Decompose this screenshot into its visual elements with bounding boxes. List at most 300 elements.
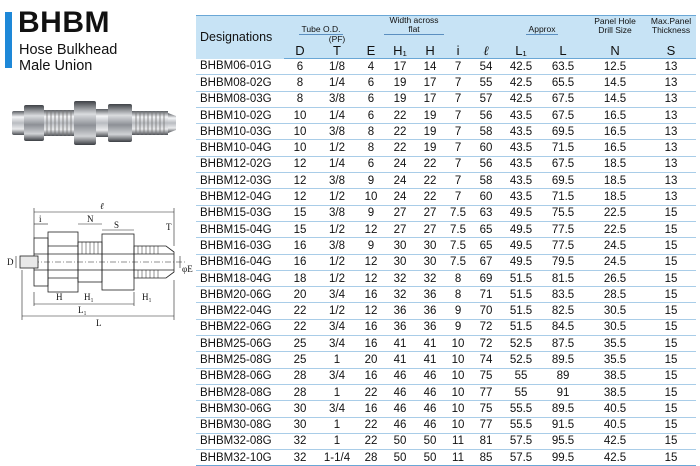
cell-value: 15 [646, 352, 696, 368]
cell-value: 22 [384, 107, 416, 123]
spec-table-body [196, 59, 696, 466]
table-row [196, 254, 696, 270]
table-row [196, 75, 696, 91]
cell-value: 7.5 [444, 254, 472, 270]
cell-value: 95.5 [542, 433, 584, 449]
cell-value: 15 [646, 336, 696, 352]
cell-designation: BHBM10-02G [196, 107, 284, 123]
cell-value: 49.5 [500, 238, 542, 254]
cell-value: 6 [358, 91, 384, 107]
col-S: S [646, 35, 696, 59]
cell-value: 3/4 [316, 287, 358, 303]
cell-value: 6 [358, 156, 384, 172]
cell-value: 22 [358, 384, 384, 400]
cell-value: 82.5 [542, 303, 584, 319]
cell-value: 6 [358, 107, 384, 123]
cell-value: 43.5 [500, 189, 542, 205]
cell-value: 25 [284, 352, 316, 368]
cell-value: 7 [444, 173, 472, 189]
cell-value: 19 [416, 140, 444, 156]
product-name-line1: Hose Bulkhead [19, 42, 118, 58]
table-row [196, 238, 696, 254]
cell-value: 20 [358, 352, 384, 368]
cell-value: 89.5 [542, 401, 584, 417]
cell-value: 15 [284, 205, 316, 221]
cell-designation: BHBM08-03G [196, 91, 284, 107]
cell-value: 54 [472, 59, 500, 75]
cell-value: 7 [444, 107, 472, 123]
cell-value: 15 [646, 368, 696, 384]
cell-value: 12 [284, 173, 316, 189]
cell-value: 15 [646, 270, 696, 286]
table-row [196, 107, 696, 123]
cell-value: 57 [472, 91, 500, 107]
cell-value: 55 [500, 384, 542, 400]
cell-value: 72 [472, 336, 500, 352]
fitting-photo [10, 92, 180, 154]
cell-value: 46 [384, 384, 416, 400]
cell-value: 16.5 [584, 124, 646, 140]
label-H: H [56, 292, 63, 302]
cell-value: 16 [358, 368, 384, 384]
col-designations: Designations [196, 16, 284, 59]
cell-value: 35.5 [584, 352, 646, 368]
cell-designation: BHBM12-02G [196, 156, 284, 172]
cell-value: 30 [284, 401, 316, 417]
cell-value: 43.5 [500, 107, 542, 123]
cell-value: 56 [472, 107, 500, 123]
cell-value: 10 [444, 384, 472, 400]
cell-value: 43.5 [500, 156, 542, 172]
cell-value: 52.5 [500, 352, 542, 368]
cell-value: 41 [416, 352, 444, 368]
table-row [196, 336, 696, 352]
cell-value: 50 [416, 450, 444, 466]
table-row [196, 352, 696, 368]
cell-value: 8 [444, 287, 472, 303]
cell-value: 30 [284, 417, 316, 433]
cell-value: 77 [472, 417, 500, 433]
cell-value: 77.5 [542, 238, 584, 254]
cell-value: 70 [472, 303, 500, 319]
cell-value: 22 [284, 319, 316, 335]
cell-value: 15 [646, 417, 696, 433]
cell-value: 67.5 [542, 91, 584, 107]
cell-value: 26.5 [584, 270, 646, 286]
cell-value: 40.5 [584, 401, 646, 417]
cell-value: 14.5 [584, 91, 646, 107]
table-row [196, 189, 696, 205]
cell-value: 65 [472, 238, 500, 254]
label-S: S [114, 220, 120, 230]
cell-value: 77 [472, 384, 500, 400]
cell-designation: BHBM15-03G [196, 205, 284, 221]
cell-designation: BHBM30-06G [196, 401, 284, 417]
cell-value: 42.5 [500, 75, 542, 91]
cell-value: 57.5 [500, 450, 542, 466]
cell-value: 8 [358, 124, 384, 140]
cell-value: 74 [472, 352, 500, 368]
cell-value: 43.5 [500, 140, 542, 156]
cell-value: 19 [416, 107, 444, 123]
cell-value: 36 [384, 303, 416, 319]
label-H1b: H₁ [142, 292, 152, 302]
cell-value: 42.5 [500, 59, 542, 75]
cell-value: 28 [284, 368, 316, 384]
cell-value: 55.5 [500, 417, 542, 433]
cell-value: 51.5 [500, 303, 542, 319]
col-T: (PF) T [316, 35, 358, 59]
cell-value: 19 [416, 124, 444, 140]
cell-value: 71 [472, 287, 500, 303]
cell-designation: BHBM08-02G [196, 75, 284, 91]
cell-value: 67.5 [542, 107, 584, 123]
cell-value: 13 [646, 107, 696, 123]
cell-value: 1/8 [316, 59, 358, 75]
cell-value: 55 [500, 368, 542, 384]
table-row [196, 140, 696, 156]
cell-value: 41 [416, 336, 444, 352]
cell-value: 99.5 [542, 450, 584, 466]
cell-value: 9 [444, 303, 472, 319]
cell-value: 58 [472, 173, 500, 189]
cell-value: 49.5 [500, 221, 542, 237]
label-i: i [39, 214, 42, 224]
accent-bar [5, 12, 12, 68]
cell-value: 12.5 [584, 59, 646, 75]
cell-value: 13 [646, 189, 696, 205]
cell-value: 91 [542, 384, 584, 400]
cell-designation: BHBM25-08G [196, 352, 284, 368]
cell-value: 1/2 [316, 189, 358, 205]
cell-value: 65.5 [542, 75, 584, 91]
cell-value: 81.5 [542, 270, 584, 286]
cell-value: 30.5 [584, 303, 646, 319]
cell-value: 75 [472, 368, 500, 384]
cell-value: 22.5 [584, 205, 646, 221]
cell-value: 10 [444, 368, 472, 384]
cell-value: 32 [284, 433, 316, 449]
cell-designation: BHBM22-04G [196, 303, 284, 319]
cell-value: 72 [472, 319, 500, 335]
cell-value: 69 [472, 270, 500, 286]
cell-value: 63.5 [542, 59, 584, 75]
cell-value: 32 [384, 270, 416, 286]
cell-value: 12 [358, 221, 384, 237]
cell-value: 15 [646, 254, 696, 270]
cell-designation: BHBM16-04G [196, 254, 284, 270]
cell-value: 49.5 [500, 205, 542, 221]
cell-value: 60 [472, 189, 500, 205]
cell-value: 18.5 [584, 189, 646, 205]
cell-value: 42.5 [584, 450, 646, 466]
cell-value: 85 [472, 450, 500, 466]
cell-value: 10 [444, 417, 472, 433]
cell-value: 3/8 [316, 205, 358, 221]
cell-value: 3/8 [316, 173, 358, 189]
col-L: L [542, 35, 584, 59]
cell-value: 69.5 [542, 173, 584, 189]
table-row [196, 270, 696, 286]
cell-value: 24 [384, 173, 416, 189]
cell-value: 30 [384, 238, 416, 254]
cell-value: 7 [444, 91, 472, 107]
cell-designation: BHBM22-06G [196, 319, 284, 335]
cell-value: 8 [284, 75, 316, 91]
cell-value: 16 [284, 254, 316, 270]
cell-value: 41 [384, 336, 416, 352]
cell-value: 16 [358, 336, 384, 352]
cell-value: 1 [316, 433, 358, 449]
table-row [196, 173, 696, 189]
cell-value: 79.5 [542, 254, 584, 270]
label-D: D [7, 257, 14, 267]
cell-value: 15 [646, 450, 696, 466]
cell-value: 55.5 [500, 401, 542, 417]
cell-value: 10 [444, 336, 472, 352]
cell-value: 24 [384, 156, 416, 172]
cell-value: 22.5 [584, 221, 646, 237]
cell-value: 15 [646, 319, 696, 335]
col-D: D [284, 35, 316, 59]
cell-value: 1-1/4 [316, 450, 358, 466]
table-row [196, 401, 696, 417]
cell-value: 9 [444, 319, 472, 335]
cell-designation: BHBM06-01G [196, 59, 284, 75]
product-name [19, 42, 117, 74]
cell-value: 42.5 [500, 91, 542, 107]
cell-value: 17 [384, 59, 416, 75]
cell-value: 27 [416, 205, 444, 221]
table-row [196, 205, 696, 221]
cell-value: 12 [358, 303, 384, 319]
col-group-tube-od: Tube O.D. [284, 16, 358, 36]
cell-value: 10 [284, 107, 316, 123]
cell-value: 30.5 [584, 319, 646, 335]
label-N: N [87, 214, 94, 224]
cell-value: 65 [472, 221, 500, 237]
col-group-width-across-flat: Width across flat [384, 16, 444, 36]
cell-value: 30 [416, 254, 444, 270]
cell-value: 60 [472, 140, 500, 156]
cell-value: 27 [384, 205, 416, 221]
cell-value: 3/8 [316, 238, 358, 254]
cell-value: 13 [646, 75, 696, 91]
cell-designation: BHBM18-04G [196, 270, 284, 286]
cell-value: 1 [316, 384, 358, 400]
cell-value: 3/4 [316, 336, 358, 352]
table-header-row-top [196, 16, 696, 36]
cell-value: 10 [444, 352, 472, 368]
cell-value: 18.5 [584, 173, 646, 189]
cell-value: 12 [284, 156, 316, 172]
col-N: N [584, 35, 646, 59]
cell-designation: BHBM32-08G [196, 433, 284, 449]
cell-value: 1/2 [316, 140, 358, 156]
table-row [196, 91, 696, 107]
cell-designation: BHBM30-08G [196, 417, 284, 433]
cell-value: 71.5 [542, 140, 584, 156]
cell-value: 46 [384, 368, 416, 384]
cell-designation: BHBM15-04G [196, 221, 284, 237]
cell-designation: BHBM12-04G [196, 189, 284, 205]
cell-designation: BHBM16-03G [196, 238, 284, 254]
label-L: L [96, 318, 102, 328]
cell-value: 1/2 [316, 221, 358, 237]
cell-value: 36 [416, 303, 444, 319]
cell-value: 28 [358, 450, 384, 466]
cell-value: 71.5 [542, 189, 584, 205]
cell-value: 32 [284, 450, 316, 466]
cell-value: 50 [384, 450, 416, 466]
cell-designation: BHBM25-06G [196, 336, 284, 352]
cell-value: 22 [358, 433, 384, 449]
cell-value: 9 [358, 238, 384, 254]
cell-value: 13 [646, 91, 696, 107]
cell-value: 87.5 [542, 336, 584, 352]
cell-value: 50 [384, 433, 416, 449]
cell-value: 84.5 [542, 319, 584, 335]
cell-value: 1/2 [316, 254, 358, 270]
cell-value: 24.5 [584, 254, 646, 270]
cell-value: 36 [416, 319, 444, 335]
cell-value: 7 [444, 124, 472, 140]
cell-value: 1/4 [316, 75, 358, 91]
cell-designation: BHBM28-06G [196, 368, 284, 384]
cell-value: 12 [358, 254, 384, 270]
cell-value: 77.5 [542, 221, 584, 237]
table-row [196, 156, 696, 172]
cell-value: 15 [284, 221, 316, 237]
cell-value: 10 [284, 140, 316, 156]
cell-value: 1/4 [316, 107, 358, 123]
table-row [196, 319, 696, 335]
table-row [196, 59, 696, 75]
cell-value: 38.5 [584, 368, 646, 384]
cell-value: 36 [384, 319, 416, 335]
cell-value: 14 [416, 59, 444, 75]
cell-value: 81 [472, 433, 500, 449]
cell-value: 11 [444, 450, 472, 466]
cell-value: 36 [416, 287, 444, 303]
cell-value: 18.5 [584, 156, 646, 172]
cell-value: 30 [416, 238, 444, 254]
cell-value: 1 [316, 417, 358, 433]
cell-value: 91.5 [542, 417, 584, 433]
cell-value: 22 [384, 140, 416, 156]
col-L1: L₁ [500, 35, 542, 59]
label-T: T [166, 222, 172, 232]
cell-value: 12 [358, 270, 384, 286]
cell-value: 20 [284, 287, 316, 303]
table-row [196, 450, 696, 466]
cell-value: 24 [384, 189, 416, 205]
cell-value: 8 [358, 140, 384, 156]
cell-value: 7.5 [444, 238, 472, 254]
cell-value: 10 [444, 401, 472, 417]
cell-value: 13 [646, 156, 696, 172]
cell-value: 40.5 [584, 417, 646, 433]
cell-value: 16.5 [584, 140, 646, 156]
cell-value: 56 [472, 156, 500, 172]
col-l: ℓ [472, 35, 500, 59]
cell-value: 18 [284, 270, 316, 286]
cell-value: 50 [416, 433, 444, 449]
cell-value: 46 [416, 417, 444, 433]
cell-value: 16 [358, 287, 384, 303]
col-i: i [444, 35, 472, 59]
cell-value: 25 [284, 336, 316, 352]
cell-value: 27 [416, 221, 444, 237]
cell-value: 22 [284, 303, 316, 319]
cell-value: 46 [384, 401, 416, 417]
cell-value: 1 [316, 352, 358, 368]
cell-value: 89 [542, 368, 584, 384]
table-row [196, 303, 696, 319]
table-row [196, 417, 696, 433]
cell-value: 75.5 [542, 205, 584, 221]
col-E: E [358, 35, 384, 59]
cell-value: 3/8 [316, 91, 358, 107]
cell-value: 13 [646, 173, 696, 189]
cell-value: 3/4 [316, 401, 358, 417]
cell-value: 3/8 [316, 124, 358, 140]
cell-value: 24.5 [584, 238, 646, 254]
col-max-panel: Max.Panel Thickness [646, 16, 696, 36]
product-code: BHBM [18, 6, 110, 39]
cell-value: 17 [416, 91, 444, 107]
cell-value: 9 [358, 205, 384, 221]
cell-value: 6 [284, 59, 316, 75]
cell-value: 22 [416, 189, 444, 205]
cell-value: 51.5 [500, 319, 542, 335]
cell-value: 7 [444, 59, 472, 75]
col-panel-hole: Panel Hole Drill Size [584, 16, 646, 36]
cell-value: 10 [358, 189, 384, 205]
cell-value: 52.5 [500, 336, 542, 352]
cell-value: 16.5 [584, 107, 646, 123]
cell-value: 51.5 [500, 287, 542, 303]
table-row [196, 384, 696, 400]
cell-value: 15 [646, 238, 696, 254]
cell-value: 38.5 [584, 384, 646, 400]
cell-value: 35.5 [584, 336, 646, 352]
col-H: H [416, 35, 444, 59]
cell-value: 10 [284, 124, 316, 140]
cell-value: 15 [646, 433, 696, 449]
cell-designation: BHBM28-08G [196, 384, 284, 400]
cell-value: 9 [358, 173, 384, 189]
cell-value: 1/2 [316, 303, 358, 319]
cell-value: 75 [472, 401, 500, 417]
table-row [196, 433, 696, 449]
cell-value: 41 [384, 352, 416, 368]
table-row [196, 287, 696, 303]
col-group-approx: Approx [500, 16, 584, 36]
cell-value: 69.5 [542, 124, 584, 140]
cell-value: 16 [284, 238, 316, 254]
table-row [196, 368, 696, 384]
cell-value: 13 [646, 124, 696, 140]
cell-value: 13 [646, 140, 696, 156]
col-H1: H₁ [384, 35, 416, 59]
cell-value: 8 [444, 270, 472, 286]
cell-value: 15 [646, 221, 696, 237]
cell-value: 7 [444, 156, 472, 172]
cell-value: 3/4 [316, 319, 358, 335]
cell-value: 17 [416, 75, 444, 91]
table-row [196, 221, 696, 237]
